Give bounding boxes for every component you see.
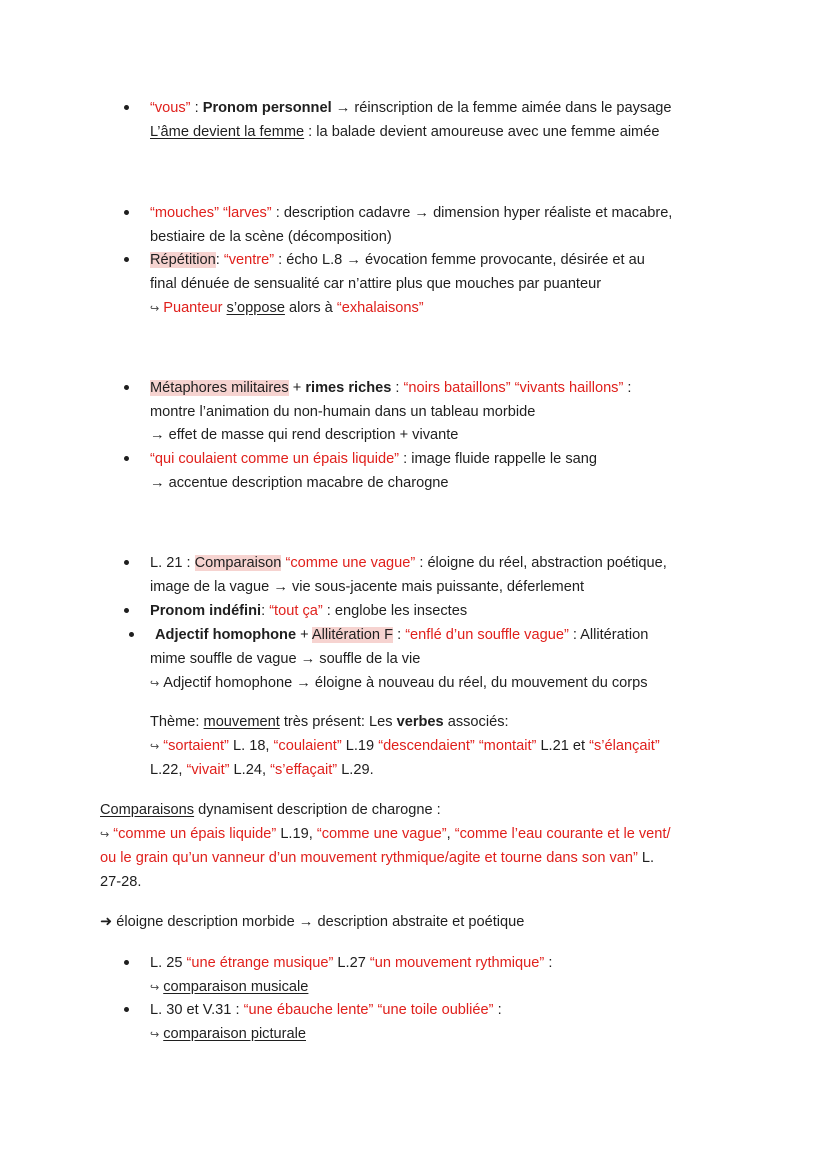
- text: associés:: [443, 714, 509, 730]
- text: +: [288, 380, 306, 396]
- quote: “tout ça”: [269, 603, 323, 619]
- quote: “vivants haillons”: [514, 380, 624, 396]
- quote: “exhalaisons”: [336, 300, 424, 316]
- quote: “vous”: [150, 100, 191, 116]
- bullet-picturale: [150, 1000, 502, 1020]
- arrow-hook-icon: ↪: [150, 303, 160, 315]
- text: ,: [446, 826, 455, 842]
- line: 27-28.: [100, 874, 142, 890]
- line: → accentue description macabre de charogne: [150, 475, 449, 491]
- quote: “une étrange musique”: [186, 955, 334, 971]
- text: L. 18,: [228, 738, 274, 754]
- text: : description cadavre → dimension hyper réaliste et macabre,: [271, 205, 673, 221]
- quote: “larves”: [223, 205, 272, 221]
- text: Thème:: [150, 714, 204, 730]
- quote: “coulaient”: [273, 738, 342, 754]
- text: :: [190, 100, 203, 116]
- term: Adjectif homophone: [155, 627, 297, 643]
- line: image de la vague → vie sous-jacente mais puissante, déferlement: [150, 579, 584, 595]
- quote: “sortaient”: [163, 738, 229, 754]
- line: [150, 298, 424, 319]
- highlighted-term: Métaphores militaires: [150, 380, 289, 396]
- text: L.19,: [276, 826, 317, 842]
- quote: “une ébauche lente”: [243, 1002, 374, 1018]
- line: bestiaire de la scène (décomposition): [150, 229, 392, 245]
- text: : la balade devient amoureuse avec une femme aimée: [304, 124, 660, 140]
- text: : Allitération: [568, 627, 649, 643]
- line: [100, 848, 654, 868]
- verbs-line: [150, 760, 374, 780]
- text: L.21 et: [536, 738, 590, 754]
- text: : éloigne du réel, abstraction poétique,: [415, 555, 667, 571]
- text: L.: [637, 850, 655, 866]
- highlighted-term: Répétition: [150, 252, 216, 268]
- highlighted-term: Comparaison: [194, 555, 282, 571]
- quote: “un mouvement rythmique”: [369, 955, 545, 971]
- arrow-hook-icon: ↪: [150, 1029, 160, 1041]
- bullet-coulaient: [150, 449, 597, 469]
- quote: “descendaient”: [378, 738, 475, 754]
- term: Pronom indéfini: [150, 603, 262, 619]
- underlined-text: comparaison picturale: [163, 1026, 306, 1042]
- quote: “une toile oubliée”: [377, 1002, 494, 1018]
- line: final dénuée de sensualité car n’attire plus que mouches par puanteur: [150, 276, 602, 292]
- line: [150, 673, 648, 694]
- text: :: [261, 603, 270, 619]
- text: :: [544, 955, 553, 971]
- line: → effet de masse qui rend description + vivante: [150, 427, 459, 443]
- line: [100, 824, 671, 845]
- highlighted-term: Allitération F: [311, 627, 394, 643]
- text: : image fluide rappelle le sang: [399, 451, 597, 467]
- underlined-text: mouvement: [203, 714, 280, 730]
- comparaisons-heading: [100, 800, 441, 820]
- quote: “comme une vague”: [285, 555, 416, 571]
- text: :: [215, 252, 224, 268]
- text: :: [393, 627, 406, 643]
- arrow-hook-icon: ↪: [150, 982, 160, 994]
- term: verbes: [396, 714, 444, 730]
- quote: “qui coulaient comme un épais liquide”: [150, 451, 400, 467]
- text: L.22,: [150, 762, 187, 778]
- text: :: [391, 380, 404, 396]
- text: : englobe les insectes: [322, 603, 468, 619]
- line: mime souffle de vague → souffle de la vie: [150, 651, 421, 667]
- line: [150, 977, 308, 998]
- bullet-adjectif: [155, 625, 648, 645]
- bullet-musique: [150, 953, 552, 973]
- text: L. 25: [150, 955, 187, 971]
- text: L. 21 :: [150, 555, 195, 571]
- text: L.29.: [337, 762, 374, 778]
- arrow-hook-icon: ↪: [100, 829, 110, 841]
- text: L. 30 et V.31 :: [150, 1002, 244, 1018]
- term: rimes riches: [305, 380, 392, 396]
- quote: “noirs bataillons”: [403, 380, 511, 396]
- quote: “comme un épais liquide”: [113, 826, 277, 842]
- quote: ou le grain qu’un vanneur d’un mouvement rythmique/agite et tourne dans son van”: [100, 850, 638, 866]
- text: : écho L.8 → évocation femme provocante, désirée et au: [274, 252, 645, 268]
- line: [150, 1024, 306, 1045]
- text: :: [493, 1002, 502, 1018]
- theme-line: [150, 712, 509, 732]
- underlined-text: s’oppose: [226, 300, 285, 316]
- text: alors à: [284, 300, 337, 316]
- text: dynamisent description de charogne :: [194, 802, 441, 818]
- quote: “ventre”: [223, 252, 275, 268]
- text: Adjectif homophone → éloigne à nouveau du réel, du mouvement du corps: [163, 675, 648, 691]
- text: L.19: [341, 738, 379, 754]
- line: montre l’animation du non-humain dans un tableau morbide: [150, 404, 536, 420]
- red-text: Puanteur: [163, 300, 223, 316]
- quote: “s’effaçait”: [270, 762, 338, 778]
- underlined-text: Comparaisons: [100, 802, 195, 818]
- text: → réinscription de la femme aimée dans le paysage: [331, 100, 672, 116]
- text: +: [296, 627, 312, 643]
- quote: “enflé d’un souffle vague”: [405, 627, 569, 643]
- bullet-comparaison: [150, 553, 667, 573]
- bullet-mouches: [150, 203, 672, 223]
- quote: “montait”: [478, 738, 537, 754]
- quote: “comme l’eau courante et le vent/: [454, 826, 671, 842]
- bullet-metaphores: [150, 378, 631, 398]
- arrow-hook-icon: ↪: [150, 741, 160, 753]
- verbs-line: [150, 736, 660, 757]
- text: L.27: [333, 955, 370, 971]
- quote: “vivait”: [186, 762, 230, 778]
- term: Pronom personnel: [202, 100, 332, 116]
- line: [150, 122, 659, 142]
- bullet-pronom-indefini: [150, 601, 467, 621]
- text: L.24,: [229, 762, 271, 778]
- text: très présent: Les: [279, 714, 397, 730]
- bullet-repetition: [150, 250, 645, 270]
- quote: “comme une vague”: [316, 826, 447, 842]
- line: ➜ éloigne description morbide → description abstraite et poétique: [100, 914, 525, 930]
- underlined-text: L’âme devient la femme: [150, 124, 305, 140]
- text: :: [623, 380, 632, 396]
- quote: “mouches”: [150, 205, 219, 221]
- quote: “s’élançait”: [589, 738, 660, 754]
- underlined-text: comparaison musicale: [163, 979, 309, 995]
- arrow-hook-icon: ↪: [150, 678, 160, 690]
- bullet-vous: [150, 98, 672, 118]
